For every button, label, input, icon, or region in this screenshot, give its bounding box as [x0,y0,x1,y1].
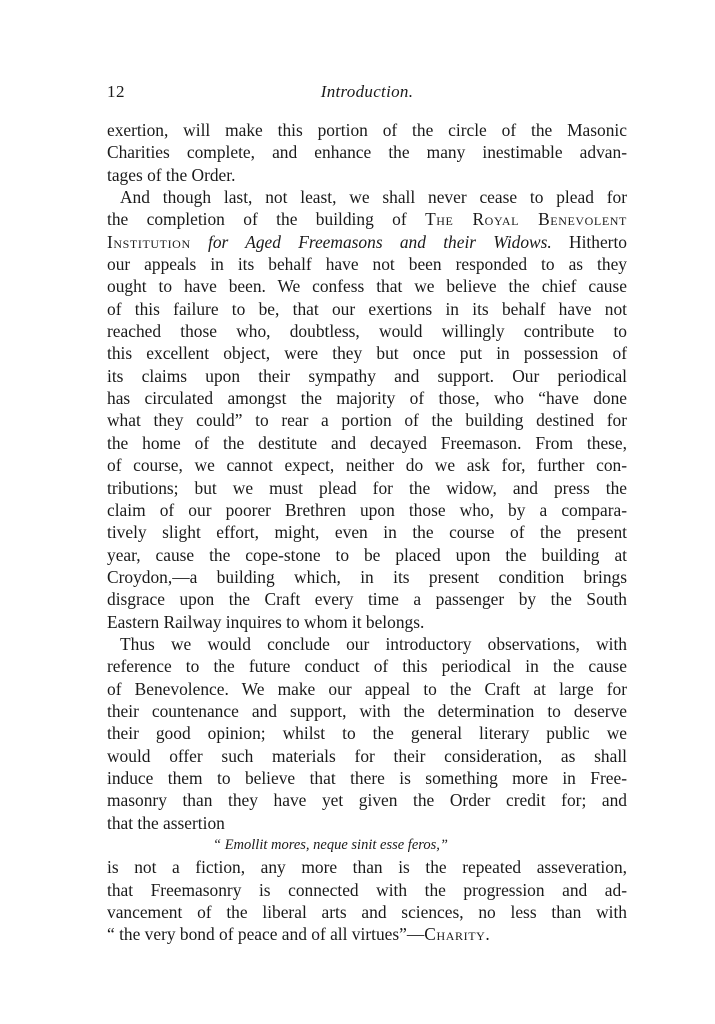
text-line: reached those who, doubtless, would willingly contribute to [107,321,627,342]
page-number: 12 [107,82,125,101]
running-head [107,80,627,104]
text-line: Eastern Railway inquires to whom it belongs. [107,611,425,632]
text-line: Croydon,—a building which, in its present condition brings [107,566,627,587]
text-line: their countenance and support, with the determination to deserve [107,700,627,721]
text-line: our appeals in its behalf have not been responded to as they [107,254,627,275]
text-line: induce them to believe that there is something more in Free- [107,767,627,788]
text-line: is not a fiction, any more than is the repeated asseveration, [107,857,627,878]
text-line: Charities complete, and enhance the many inestimable advan- [107,142,627,163]
text-line: ought to have been. We confess that we believe the chief cause [107,276,627,297]
text-line: year, cause the cope-stone to be placed upon the building at [107,544,627,565]
paragraph-start-line: Thus we would conclude our introductory observations, with [120,633,627,654]
text-segment: the completion of the building of [107,209,426,230]
signature-charity-smallcaps: Charity. [424,924,491,945]
running-title: Introduction. [320,82,414,101]
text-line: tages of the Order. [107,164,236,185]
text-line: tively slight effort, might, even in the course of the present [107,522,627,543]
text-line: would offer such materials for their consideration, as shall [107,745,627,766]
text-line: of this failure to be, that our exertions in its behalf have not [107,298,627,319]
text-line: of Benevolence. We make our appeal to the Craft at large for [107,678,627,699]
text-line: of course, we cannot expect, neither do we ask for, further con- [107,455,627,476]
institution-subtitle-italic: for Aged Freemasons and their Widows. [190,231,552,252]
text-line [107,231,627,253]
text-line: reference to the future conduct of this periodical in the cause [107,656,627,677]
text-line: their good opinion; whilst to the general literary public we [107,723,627,744]
text-line: tributions; but we must plead for the widow, and press the [107,477,627,498]
text-line: has circulated amongst the majority of those, who “have done [107,388,627,409]
text-line: disgrace upon the Craft every time a passenger by the South [107,589,627,610]
text-segment: Hitherto [551,231,627,252]
text-line: this excellent object, were they but once put in possession of [107,343,627,364]
paragraph-start-line: And though last, not least, we shall never cease to plead for [120,187,627,208]
text-segment: “ the very bond of peace and of all virtues”— [107,924,425,945]
text-line: exertion, will make this portion of the circle of the Masonic [107,120,627,140]
text-line: vancement of the liberal arts and sciences, no less than with [107,902,627,923]
text-line [107,923,627,945]
latin-quotation: “ Emollit mores, neque sinit esse feros,” [213,837,448,853]
text-line: claim of our poorer Brethren upon those who, by a compara- [107,499,627,520]
text-line: masonry than they have yet given the Order credit for; and [107,790,627,811]
text-line: the home of the destitute and decayed Freemason. From these, [107,432,627,453]
text-line: its claims upon their sympathy and support. Our periodical [107,365,627,386]
institution-name-smallcaps: The Royal Benevolent [425,209,627,230]
institution-name-smallcaps: Institution [107,231,191,252]
text-line [107,208,627,230]
text-line: that Freemasonry is connected with the progression and ad- [107,879,627,900]
text-line: that the assertion [107,812,225,833]
text-line: what they could” to rear a portion of the building destined for [107,410,627,431]
body-text [107,119,627,946]
